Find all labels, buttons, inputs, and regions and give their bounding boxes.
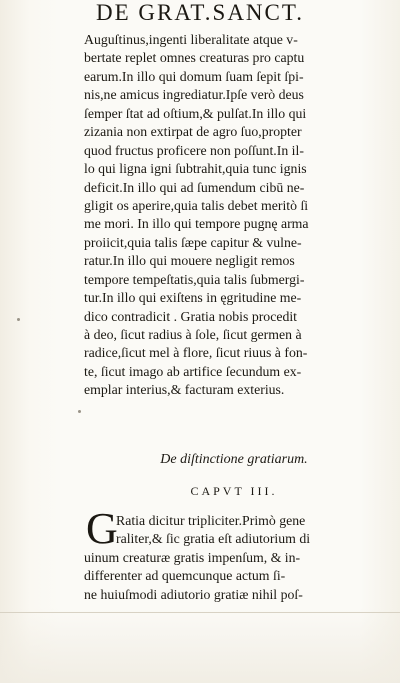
text-line: lo qui ligna igni ſubtrahit,quia tunc ignis bbox=[84, 161, 307, 177]
margin-ink-spot bbox=[78, 410, 81, 413]
running-head: DE GRAT.SANCT. bbox=[96, 0, 304, 25]
text-line: dico contradicit . Gratia nobis procedit bbox=[84, 308, 298, 324]
chapter-heading: CAPVT III. bbox=[190, 484, 278, 498]
text-line: gligit os aperire,quia talis debet meritò ſi bbox=[84, 197, 309, 213]
text-line: te, ſicut imago ab artifice ſecundum ex- bbox=[84, 363, 302, 379]
text-line: ratur.In illo qui mouere negligit remos bbox=[84, 253, 295, 269]
text-line: Auguſtinus,ingenti liberalitate atque v- bbox=[84, 32, 298, 47]
text-line: uinum creaturæ gratis impenſum, & in- bbox=[84, 549, 301, 565]
text-line: ſemper ſtat ad oſtium,& pulſat.In illo qui bbox=[84, 105, 307, 121]
text-line: tempore tempeſtatis,quia talis ſubmergi- bbox=[84, 271, 305, 287]
text-line: zizania non extirpat de agro ſuo,propter bbox=[84, 124, 302, 140]
text-line: earum.In illo qui domum ſuam ſepit ſpi- bbox=[84, 68, 304, 84]
text-line: à deo, ſicut radius à ſole, ſicut germen à bbox=[84, 327, 302, 342]
section-title: De diſtinctione gratiarum. bbox=[160, 452, 308, 467]
text-line: nis,ne amicus ingrediatur.Ipſe verò deus bbox=[84, 87, 304, 103]
text-line: me mori. In illo qui tempore pugnę arma bbox=[84, 216, 309, 232]
drop-cap-initial: G bbox=[86, 504, 118, 553]
margin-ink-spot bbox=[17, 318, 20, 321]
main-text-block bbox=[84, 31, 396, 400]
text-line: tur.In illo qui exiſtens in ęgritudine me- bbox=[84, 290, 302, 306]
text-line: emplar interius,& facturam exterius. bbox=[84, 382, 285, 398]
page-edge-line bbox=[0, 612, 400, 613]
text-line: bertate replet omnes creaturas pro captu bbox=[84, 50, 305, 66]
text-line: deficit.In illo qui ad ſumendum cibū ne- bbox=[84, 179, 305, 195]
text-line: raliter,& ſic gratia eſt adiutorium di bbox=[116, 531, 311, 547]
text-line: proiicit,quia talis ſæpe capitur & vulne- bbox=[84, 234, 302, 250]
text-line: ne huiuſmodi adiutorio gratiæ nihil poſ- bbox=[84, 586, 303, 602]
page-bottom-shading bbox=[0, 608, 400, 683]
text-line: quod fructus proficere non poſſunt.In il- bbox=[84, 142, 304, 158]
text-line: Ratia dicitur tripliciter.Primò gene bbox=[116, 513, 306, 528]
text-line: differenter ad quemcunque actum ſi- bbox=[84, 568, 286, 584]
text-line: radice,ſicut mel à flore, ſicut riuus à fon- bbox=[84, 345, 308, 361]
chapter-text-block bbox=[84, 512, 396, 604]
